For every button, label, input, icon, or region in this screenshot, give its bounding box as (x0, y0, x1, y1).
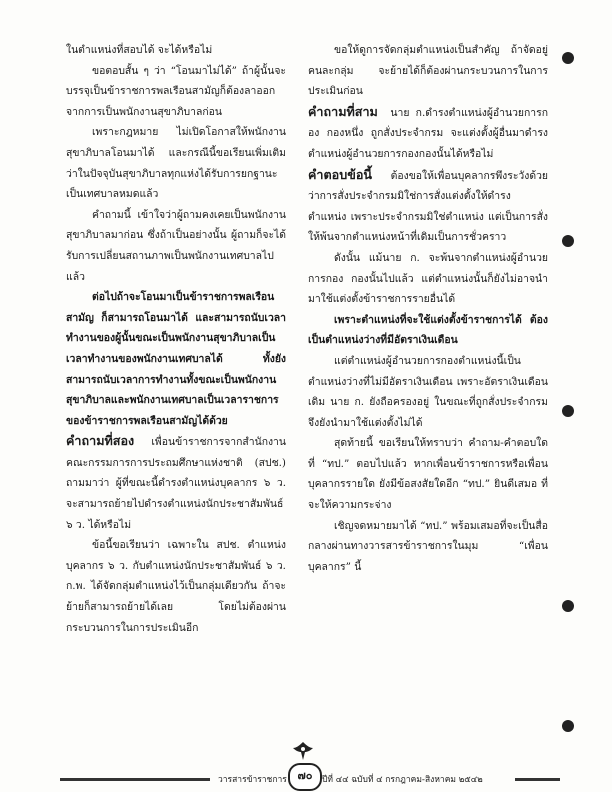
footer-issue: ปีที่ ๔๔ ฉบับที่ ๔ กรกฎาคม-สิงหาคม ๒๕๔๒ (322, 775, 483, 785)
question-two-heading: คำถามที่สอง (66, 433, 135, 449)
right-column (308, 40, 548, 577)
paragraph-14: สุดท้ายนี้ ขอเรียนให้ทราบว่า คำถาม-คำตอบใดที่ “ทป.” ตอบไปแล้ว หากเพื่อนข้าราชการหรือเพื่อนบุคลากรรายใด ยังมีข้อสงสัยใดอีก “ทป.” ยินดีเสมอ ที่จะให้ความกระจ่าง (308, 437, 548, 512)
footer-rule-left (60, 778, 210, 781)
paragraph-3: เพราะกฎหมาย ไม่เปิดโอกาสให้พนักงานสุขาภิบาลโอนมาได้ และกรณีนี้ขอเรียนเพิ่มเติมว่าในปัจจุบันสุขาภิบาลทุกแห่งได้รับการยกฐานะเป็นเทศบาลหมดแล้ว (66, 126, 286, 201)
binder-hole-icon (562, 720, 574, 732)
answer-three (308, 165, 548, 248)
binder-hole-icon (562, 52, 574, 64)
question-two-text: เพื่อนข้าราชการจากสำนักงานคณะกรรมการการประถมศึกษาแห่งชาติ (สปช.) ถามมาว่า ผู้ที่ขณะนี้ดำรงตำแหน่งบุคลากร ๖ ว. จะสามารถย้ายไปดำรงตำแหน่งนักประชาสัมพันธ์ ๖ ว. ได้หรือไม่ (66, 436, 286, 531)
ornament-icon (290, 740, 316, 762)
binder-hole-icon (562, 600, 574, 612)
answer-three-heading: คำตอบข้อนี้ (308, 166, 373, 182)
binder-hole-icon (562, 405, 574, 417)
paragraph-4: คำถามนี้ เข้าใจว่าผู้ถามคงเคยเป็นพนักงานสุขาภิบาลมาก่อน ซึ่งถ้าเป็นอย่างนั้น ผู้ถามก็จะได้รับการเปลี่ยนสถานภาพเป็นพนักงานเทศบาลไปแล้ว (66, 208, 286, 283)
question-three-text: นาย ก.ดำรงตำแหน่งผู้อำนวยการกอง กองหนึ่ง ถูกสั่งประจำกรม จะแต่งตั้งผู้อื่นมาดำรงตำแหน่งผู้อำนวยการกองกองนั้นได้หรือไม่ (308, 106, 549, 160)
answer-three-text: ต้องขอให้เพื่อนบุคลากรพึงระวังด้วยว่าการสั่งประจำกรมมิใช่การสั่งแต่งตั้งให้ดำรงตำแหน่ง เพราะประจำกรมมิใช่ตำแหน่ง แต่เป็นการสั่งให้พ้นจากตำแหน่งหน้าที่เดิมเป็นการชั่วคราว (308, 169, 548, 244)
paragraph-5: ต่อไปถ้าจะโอนมาเป็นข้าราชการพลเรือนสามัญ ก็สามารถโอนมาได้ และสามารถนับเวลาทำงานของผู้นั้นขณะเป็นพนักงานสุขาภิบาลเป็นเวลาทำงานของพนักงานเทศบาลได้ ทั้งยังสามารถนับเวลาการทำงานทั้งขณะเป็นพนักงานสุขาภิบาลและพนักงานเทศบาลเป็นเวลาราชการของข้าราชการพลเรือนสามัญได้ด้วย (66, 291, 286, 427)
footer-rule-right (515, 778, 560, 781)
paragraph-7: ข้อนี้ขอเรียนว่า เฉพาะใน สปช. ตำแหน่งบุคลากร ๖ ว. กับตำแหน่งนักประชาสัมพันธ์ ๖ ว. ก.พ. ได้จัดกลุ่มตำแหน่งไว้เป็นกลุ่มเดียวกัน ถ้าจะย้ายก็สามารถย้ายได้เลย โดยไม่ต้องผ่านกระบวนการในการประเมินอีก (66, 539, 286, 634)
binder-hole-icon (562, 235, 574, 247)
left-column (66, 40, 286, 638)
page-number-badge: ๗๐ (288, 763, 322, 791)
paragraph-11: ดังนั้น แม้นาย ก. จะพ้นจากตำแหน่งผู้อำนวยการกอง กองนั้นไปแล้ว แต่ตำแหน่งนั้นก็ยังไม่อาจนำมาใช้แต่งตั้งข้าราชการรายอื่นได้ (308, 251, 548, 306)
paragraph-1: ในตำแหน่งที่สอบได้ จะได้หรือไม่ (66, 44, 213, 56)
paragraph-12: เพราะตำแหน่งที่จะใช้แต่งตั้งข้าราชการได้ ต้องเป็นตำแหน่งว่างที่มีอัตราเงินเดือน (308, 313, 548, 347)
paragraph-8: ขอให้ดูการจัดกลุ่มตำแหน่งเป็นสำคัญ ถ้าจัดอยู่คนละกลุ่ม จะย้ายได้ก็ต้องผ่านกระบวนการในการประเมินก่อน (308, 44, 548, 98)
paragraph-13: แต่ตำแหน่งผู้อำนวยการกองตำแหน่งนี้เป็นตำแหน่งว่างที่ไม่มีอัตราเงินเดือน เพราะอัตราเงินเดือนเดิม นาย ก. ยังถือครองอยู่ ในขณะที่ถูกสั่งประจำกรม จึงยังนำมาใช้แต่งตั้งไม่ได้ (308, 354, 548, 429)
question-three-heading: คำถามที่สาม (308, 103, 378, 119)
page-footer (60, 768, 560, 792)
question-three (308, 102, 548, 165)
paragraph-2: ขอตอบสั้น ๆ ว่า “โอนมาไม่ได้” ถ้าผู้นั้นจะบรรจุเป็นข้าราชการพลเรือนสามัญก็ต้องลาออกจากการเป็นพนักงานสุขาภิบาลก่อน (66, 64, 286, 118)
footer-journal: วารสารข้าราชการ (218, 775, 287, 785)
question-two (66, 431, 286, 535)
paragraph-15: เชิญจดหมายมาได้ “ทป.” พร้อมเสมอที่จะเป็นสื่อกลางผ่านทางวารสารข้าราชการในมุม “เพื่อนบุคลากร” นี้ (308, 519, 548, 573)
